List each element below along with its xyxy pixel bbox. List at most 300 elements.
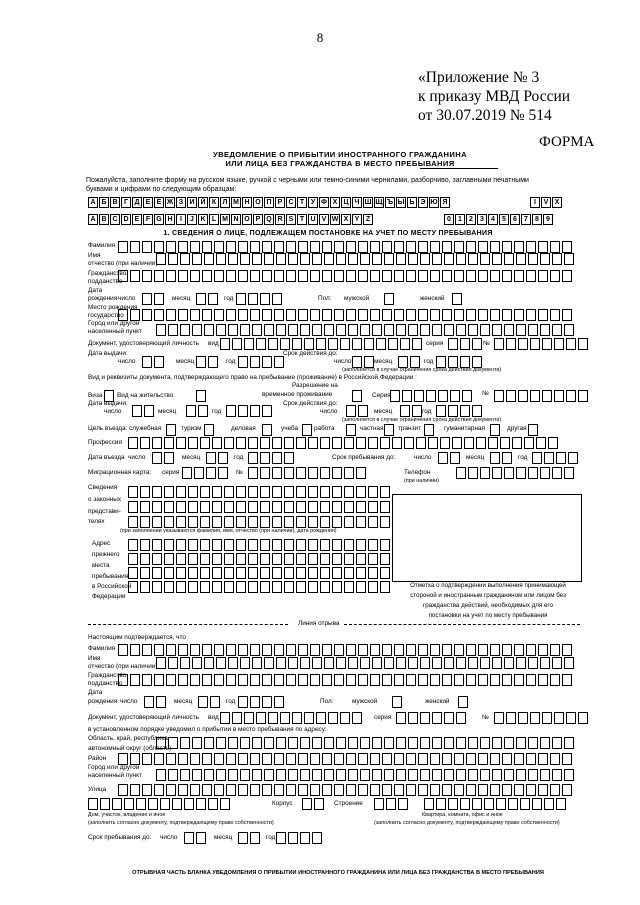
addr-row-4[interactable] — [128, 581, 390, 593]
input-cell[interactable] — [442, 674, 452, 686]
input-cell[interactable] — [240, 737, 250, 749]
input-cell[interactable] — [430, 270, 440, 282]
input-cell[interactable] — [276, 253, 286, 265]
input-cell[interactable] — [192, 737, 202, 749]
input-cell[interactable] — [468, 324, 478, 336]
input-cell[interactable] — [368, 567, 378, 579]
input-cell[interactable] — [152, 437, 162, 449]
input-cell[interactable] — [332, 567, 342, 579]
input-cell[interactable] — [312, 832, 322, 844]
input-cell[interactable] — [260, 486, 270, 498]
input-cell[interactable] — [214, 270, 224, 282]
input-cell[interactable] — [236, 293, 246, 305]
input-cell[interactable] — [396, 712, 406, 724]
input-cell[interactable] — [250, 784, 260, 796]
input-cell[interactable] — [320, 486, 330, 498]
street-cells[interactable] — [118, 784, 572, 796]
input-cell[interactable] — [418, 784, 428, 796]
input-cell[interactable] — [226, 753, 236, 765]
input-cell[interactable] — [552, 769, 562, 781]
input-cell[interactable] — [272, 437, 282, 449]
input-cell[interactable] — [260, 437, 270, 449]
input-cell[interactable] — [200, 567, 210, 579]
birth2-day-cells[interactable] — [144, 696, 166, 708]
input-cell[interactable] — [442, 241, 452, 253]
input-cell[interactable] — [540, 324, 550, 336]
input-cell[interactable] — [248, 539, 258, 551]
input-cell[interactable] — [296, 467, 306, 479]
input-cell[interactable] — [142, 356, 152, 368]
issue-month-cells[interactable] — [196, 356, 218, 368]
input-cell[interactable] — [218, 452, 228, 464]
input-cell[interactable] — [310, 309, 320, 321]
input-cell[interactable] — [130, 309, 140, 321]
input-cell[interactable] — [502, 452, 512, 464]
input-cell[interactable] — [202, 644, 212, 656]
input-cell[interactable] — [478, 644, 488, 656]
input-cell[interactable] — [206, 467, 216, 479]
input-cell[interactable] — [176, 486, 186, 498]
input-cell[interactable] — [220, 338, 230, 350]
input-cell[interactable] — [210, 696, 220, 708]
input-cell[interactable] — [382, 674, 392, 686]
input-cell[interactable] — [160, 798, 170, 810]
input-cell[interactable] — [484, 798, 494, 810]
input-cell[interactable] — [248, 516, 258, 528]
input-cell[interactable] — [406, 753, 416, 765]
input-cell[interactable] — [262, 696, 272, 708]
input-cell[interactable] — [396, 253, 406, 265]
input-cell[interactable] — [454, 241, 464, 253]
input-cell[interactable] — [140, 553, 150, 565]
input-cell[interactable] — [272, 452, 282, 464]
issue2-day-cells[interactable] — [132, 405, 154, 417]
input-cell[interactable] — [224, 581, 234, 593]
input-cell[interactable] — [124, 798, 134, 810]
input-cell[interactable] — [428, 437, 438, 449]
citizenship2-cells[interactable] — [118, 674, 572, 686]
input-cell[interactable] — [320, 553, 330, 565]
input-cell[interactable] — [260, 553, 270, 565]
input-cell[interactable] — [166, 753, 176, 765]
input-cell[interactable] — [540, 769, 550, 781]
input-cell[interactable] — [542, 390, 552, 402]
input-cell[interactable] — [284, 567, 294, 579]
input-cell[interactable] — [190, 753, 200, 765]
input-cell[interactable] — [262, 356, 272, 368]
input-cell[interactable] — [214, 309, 224, 321]
input-cell[interactable] — [140, 437, 150, 449]
input-cell[interactable] — [286, 644, 296, 656]
input-cell[interactable] — [334, 784, 344, 796]
input-cell[interactable] — [334, 309, 344, 321]
input-cell[interactable] — [128, 516, 138, 528]
input-cell[interactable] — [220, 798, 230, 810]
input-cell[interactable] — [358, 753, 368, 765]
input-cell[interactable] — [272, 516, 282, 528]
input-cell[interactable] — [238, 405, 248, 417]
input-cell[interactable] — [478, 309, 488, 321]
input-cell[interactable] — [268, 712, 278, 724]
input-cell[interactable] — [344, 539, 354, 551]
input-cell[interactable] — [130, 753, 140, 765]
input-cell[interactable] — [190, 270, 200, 282]
input-cell[interactable] — [128, 539, 138, 551]
input-cell[interactable] — [248, 452, 258, 464]
input-cell[interactable] — [526, 753, 536, 765]
input-cell[interactable] — [236, 516, 246, 528]
input-cell[interactable] — [312, 769, 322, 781]
input-cell[interactable] — [392, 437, 402, 449]
input-cell[interactable] — [250, 674, 260, 686]
input-cell[interactable] — [382, 784, 392, 796]
input-cell[interactable] — [448, 356, 458, 368]
input-cell[interactable] — [406, 270, 416, 282]
input-cell[interactable] — [368, 553, 378, 565]
input-cell[interactable] — [212, 486, 222, 498]
input-cell[interactable] — [400, 338, 410, 350]
input-cell[interactable] — [128, 567, 138, 579]
input-cell[interactable] — [226, 309, 236, 321]
district-cells[interactable] — [118, 753, 572, 765]
input-cell[interactable] — [430, 309, 440, 321]
input-cell[interactable] — [562, 644, 572, 656]
input-cell[interactable] — [236, 553, 246, 565]
input-cell[interactable] — [538, 674, 548, 686]
input-cell[interactable] — [272, 553, 282, 565]
input-cell[interactable] — [514, 309, 524, 321]
input-cell[interactable] — [286, 674, 296, 686]
stay2-month-cells[interactable] — [238, 832, 260, 844]
input-cell[interactable] — [322, 241, 332, 253]
input-cell[interactable] — [512, 437, 522, 449]
input-cell[interactable] — [518, 390, 528, 402]
input-cell[interactable] — [250, 309, 260, 321]
input-cell[interactable] — [564, 657, 574, 669]
input-cell[interactable] — [196, 390, 206, 402]
input-cell[interactable] — [444, 253, 454, 265]
input-cell[interactable] — [478, 674, 488, 686]
input-cell[interactable] — [454, 784, 464, 796]
input-cell[interactable] — [196, 293, 206, 305]
input-cell[interactable] — [284, 486, 294, 498]
input-cell[interactable] — [480, 253, 490, 265]
input-cell[interactable] — [356, 467, 366, 479]
input-cell[interactable] — [504, 737, 514, 749]
state-cells[interactable] — [118, 309, 572, 321]
input-cell[interactable] — [380, 581, 390, 593]
input-cell[interactable] — [308, 567, 318, 579]
input-cell[interactable] — [432, 712, 442, 724]
input-cell[interactable] — [472, 405, 482, 417]
input-cell[interactable] — [442, 784, 452, 796]
input-cell[interactable] — [394, 270, 404, 282]
input-cell[interactable] — [248, 467, 258, 479]
input-cell[interactable] — [272, 581, 282, 593]
input-cell[interactable] — [532, 452, 542, 464]
input-cell[interactable] — [118, 674, 128, 686]
input-cell[interactable] — [476, 437, 486, 449]
input-cell[interactable] — [296, 501, 306, 513]
input-cell[interactable] — [506, 338, 516, 350]
confirmation-mark-box[interactable] — [392, 494, 582, 582]
input-cell[interactable] — [296, 581, 306, 593]
birth-month-cells[interactable] — [196, 293, 218, 305]
input-cell[interactable] — [430, 241, 440, 253]
input-cell[interactable] — [528, 737, 538, 749]
input-cell[interactable] — [502, 241, 512, 253]
input-cell[interactable] — [232, 712, 242, 724]
input-cell[interactable] — [344, 467, 354, 479]
input-cell[interactable] — [500, 437, 510, 449]
input-cell[interactable] — [274, 270, 284, 282]
input-cell[interactable] — [308, 437, 318, 449]
input-cell[interactable] — [504, 467, 514, 479]
input-cell[interactable] — [152, 581, 162, 593]
input-cell[interactable] — [418, 753, 428, 765]
input-cell[interactable] — [164, 452, 174, 464]
input-cell[interactable] — [394, 784, 404, 796]
input-cell[interactable] — [200, 539, 210, 551]
input-cell[interactable] — [288, 253, 298, 265]
input-cell[interactable] — [100, 798, 110, 810]
input-cell[interactable] — [516, 467, 526, 479]
input-cell[interactable] — [130, 644, 140, 656]
input-cell[interactable] — [460, 356, 470, 368]
input-cell[interactable] — [346, 424, 356, 436]
birth2-month-cells[interactable] — [198, 696, 220, 708]
input-cell[interactable] — [408, 253, 418, 265]
input-cell[interactable] — [118, 753, 128, 765]
id2-number-cells[interactable] — [494, 712, 588, 724]
input-cell[interactable] — [334, 753, 344, 765]
input-cell[interactable] — [190, 674, 200, 686]
input-cell[interactable] — [240, 324, 250, 336]
input-cell[interactable] — [302, 798, 312, 810]
input-cell[interactable] — [568, 452, 578, 464]
input-cell[interactable] — [520, 798, 530, 810]
input-cell[interactable] — [212, 501, 222, 513]
input-cell[interactable] — [456, 712, 466, 724]
input-cell[interactable] — [336, 253, 346, 265]
input-cell[interactable] — [212, 437, 222, 449]
input-cell[interactable] — [188, 437, 198, 449]
input-cell[interactable] — [204, 253, 214, 265]
input-cell[interactable] — [238, 674, 248, 686]
input-cell[interactable] — [396, 769, 406, 781]
input-cell[interactable] — [180, 769, 190, 781]
surname2-cells[interactable] — [118, 644, 572, 656]
input-cell[interactable] — [156, 253, 166, 265]
input-cell[interactable] — [152, 452, 162, 464]
input-cell[interactable] — [112, 798, 122, 810]
input-cell[interactable] — [456, 657, 466, 669]
issue2-month-cells[interactable] — [186, 405, 208, 417]
input-cell[interactable] — [202, 674, 212, 686]
input-cell[interactable] — [302, 424, 312, 436]
input-cell[interactable] — [394, 674, 404, 686]
input-cell[interactable] — [478, 753, 488, 765]
input-cell[interactable] — [216, 253, 226, 265]
input-cell[interactable] — [152, 501, 162, 513]
input-cell[interactable] — [212, 567, 222, 579]
input-cell[interactable] — [490, 644, 500, 656]
input-cell[interactable] — [404, 437, 414, 449]
input-cell[interactable] — [468, 657, 478, 669]
input-cell[interactable] — [344, 553, 354, 565]
input-cell[interactable] — [296, 437, 306, 449]
input-cell[interactable] — [418, 674, 428, 686]
input-cell[interactable] — [104, 390, 114, 402]
input-cell[interactable] — [236, 567, 246, 579]
input-cell[interactable] — [176, 567, 186, 579]
input-cell[interactable] — [468, 769, 478, 781]
input-cell[interactable] — [420, 657, 430, 669]
input-cell[interactable] — [358, 405, 368, 417]
valid-day-cells[interactable] — [352, 356, 374, 368]
addr-row-3[interactable] — [128, 567, 390, 579]
input-cell[interactable] — [552, 737, 562, 749]
input-cell[interactable] — [118, 270, 128, 282]
input-cell[interactable] — [190, 644, 200, 656]
input-cell[interactable] — [564, 737, 574, 749]
input-cell[interactable] — [556, 452, 566, 464]
input-cell[interactable] — [224, 501, 234, 513]
valid2-year-cells[interactable] — [436, 405, 482, 417]
input-cell[interactable] — [248, 501, 258, 513]
rep-row-2[interactable] — [128, 501, 390, 513]
input-cell[interactable] — [226, 270, 236, 282]
input-cell[interactable] — [478, 241, 488, 253]
input-cell[interactable] — [490, 784, 500, 796]
input-cell[interactable] — [448, 338, 458, 350]
input-cell[interactable] — [228, 737, 238, 749]
input-cell[interactable] — [320, 437, 330, 449]
input-cell[interactable] — [418, 644, 428, 656]
input-cell[interactable] — [292, 712, 302, 724]
input-cell[interactable] — [332, 581, 342, 593]
input-cell[interactable] — [304, 712, 314, 724]
input-cell[interactable] — [460, 798, 470, 810]
input-cell[interactable] — [420, 324, 430, 336]
input-cell[interactable] — [262, 405, 272, 417]
input-cell[interactable] — [260, 467, 270, 479]
input-cell[interactable] — [544, 798, 554, 810]
input-cell[interactable] — [156, 737, 166, 749]
input-cell[interactable] — [346, 309, 356, 321]
input-cell[interactable] — [406, 644, 416, 656]
input-cell[interactable] — [184, 798, 194, 810]
input-cell[interactable] — [164, 501, 174, 513]
input-cell[interactable] — [578, 712, 588, 724]
sex2-male-box[interactable] — [392, 696, 402, 708]
input-cell[interactable] — [550, 270, 560, 282]
input-cell[interactable] — [334, 270, 344, 282]
input-cell[interactable] — [394, 309, 404, 321]
input-cell[interactable] — [516, 253, 526, 265]
input-cell[interactable] — [300, 253, 310, 265]
input-cell[interactable] — [148, 798, 158, 810]
input-cell[interactable] — [372, 737, 382, 749]
input-cell[interactable] — [276, 769, 286, 781]
input-cell[interactable] — [204, 424, 214, 436]
id-number-cells[interactable] — [494, 338, 588, 350]
input-cell[interactable] — [344, 486, 354, 498]
input-cell[interactable] — [262, 270, 272, 282]
input-cell[interactable] — [514, 270, 524, 282]
input-cell[interactable] — [154, 644, 164, 656]
input-cell[interactable] — [310, 241, 320, 253]
phone-cells[interactable] — [456, 467, 574, 479]
input-cell[interactable] — [284, 467, 294, 479]
input-cell[interactable] — [288, 657, 298, 669]
input-cell[interactable] — [308, 467, 318, 479]
input-cell[interactable] — [384, 324, 394, 336]
building-cells[interactable] — [302, 798, 324, 810]
residence-permit-box[interactable] — [196, 390, 206, 402]
valid2-day-cells[interactable] — [346, 405, 368, 417]
input-cell[interactable] — [136, 798, 146, 810]
input-cell[interactable] — [198, 696, 208, 708]
input-cell[interactable] — [240, 657, 250, 669]
input-cell[interactable] — [192, 657, 202, 669]
input-cell[interactable] — [442, 270, 452, 282]
input-cell[interactable] — [310, 644, 320, 656]
input-cell[interactable] — [436, 798, 446, 810]
input-cell[interactable] — [538, 644, 548, 656]
input-cell[interactable] — [504, 253, 514, 265]
input-cell[interactable] — [178, 241, 188, 253]
input-cell[interactable] — [154, 784, 164, 796]
input-cell[interactable] — [180, 253, 190, 265]
input-cell[interactable] — [224, 553, 234, 565]
mc-number-cells[interactable] — [248, 467, 366, 479]
input-cell[interactable] — [372, 769, 382, 781]
input-cell[interactable] — [156, 657, 166, 669]
input-cell[interactable] — [188, 539, 198, 551]
input-cell[interactable] — [132, 405, 142, 417]
input-cell[interactable] — [412, 405, 422, 417]
input-cell[interactable] — [200, 437, 210, 449]
input-cell[interactable] — [454, 644, 464, 656]
input-cell[interactable] — [526, 309, 536, 321]
input-cell[interactable] — [394, 644, 404, 656]
input-cell[interactable] — [384, 424, 394, 436]
input-cell[interactable] — [272, 293, 282, 305]
input-cell[interactable] — [340, 712, 350, 724]
input-cell[interactable] — [370, 309, 380, 321]
input-cell[interactable] — [226, 644, 236, 656]
birth-year-cells[interactable] — [236, 293, 282, 305]
input-cell[interactable] — [308, 516, 318, 528]
input-cell[interactable] — [180, 324, 190, 336]
input-cell[interactable] — [480, 769, 490, 781]
input-cell[interactable] — [236, 501, 246, 513]
purpose-business[interactable] — [262, 424, 272, 436]
rep-row-1[interactable] — [128, 486, 390, 498]
surname-cells[interactable] — [118, 241, 572, 253]
input-cell[interactable] — [300, 657, 310, 669]
input-cell[interactable] — [540, 737, 550, 749]
input-cell[interactable] — [380, 567, 390, 579]
input-cell[interactable] — [118, 784, 128, 796]
input-cell[interactable] — [308, 553, 318, 565]
input-cell[interactable] — [490, 753, 500, 765]
input-cell[interactable] — [472, 798, 482, 810]
input-cell[interactable] — [420, 712, 430, 724]
input-cell[interactable] — [212, 539, 222, 551]
input-cell[interactable] — [272, 501, 282, 513]
